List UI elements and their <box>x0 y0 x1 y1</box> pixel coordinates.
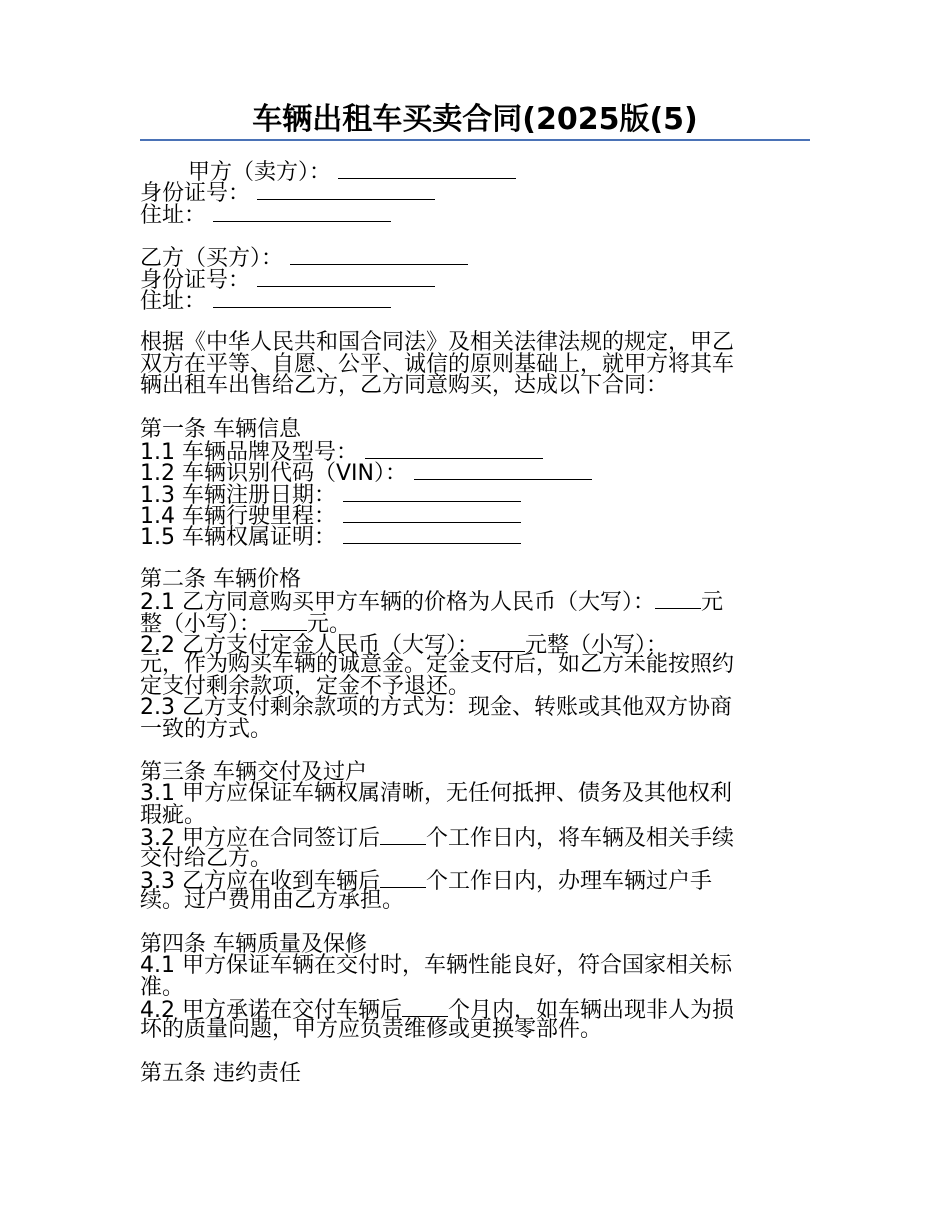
item-label: 1.2 车辆识别代码（VIN）： <box>140 461 407 487</box>
text-segment: 个工作日内，将车辆及相关手续 <box>425 826 734 852</box>
article-4-line <box>140 997 810 1023</box>
article-2-heading: 第二条 车辆价格 <box>140 566 301 592</box>
article-1-item <box>140 525 810 551</box>
text-segment: 元整（小写）： <box>524 633 668 659</box>
article-2-line <box>140 633 810 659</box>
article-5-heading: 第五条 违约责任 <box>140 1060 301 1086</box>
text-segment: 元 <box>700 590 723 616</box>
item-label: 1.1 车辆品牌及型号： <box>140 439 358 465</box>
party-b-name-blank <box>290 246 468 265</box>
article-3-line <box>140 826 810 852</box>
party-b-id-blank <box>257 268 435 287</box>
article-1-heading: 第一条 车辆信息 <box>140 416 301 442</box>
article-2-line: 定支付剩余款项，定金不予退还。 <box>140 673 471 699</box>
article-2-line: 元，作为购买车辆的诚意金。定金支付后，如乙方未能按照约 <box>140 652 735 678</box>
party-a-address-label: 住址： <box>140 202 207 228</box>
text-segment: 整（小写）： <box>140 611 262 637</box>
party-a-address-line <box>140 202 810 228</box>
text-segment: 3.3 乙方应在收到车辆后 <box>140 868 380 894</box>
article-1-item <box>140 461 810 487</box>
item-label: 1.3 车辆注册日期： <box>140 482 336 508</box>
article-2-line: 2.3 乙方支付剩余款项的方式为：现金、转账或其他双方协商 <box>140 695 732 721</box>
article-4-line: 坏的质量问题，甲方应负责维修或更换零部件。 <box>140 1017 603 1043</box>
contract-body <box>140 160 810 1084</box>
document-title: 车辆出租车买卖合同(2025版(5) <box>252 102 698 137</box>
item-blank <box>365 440 543 459</box>
article-1-item <box>140 482 810 508</box>
article-4-line: 准。 <box>140 974 185 1000</box>
text-segment: 个工作日内，办理车辆过户手 <box>425 868 712 894</box>
amount-blank <box>261 612 307 631</box>
party-a-line <box>140 160 810 185</box>
months-blank <box>402 998 448 1017</box>
party-b-address-blank <box>213 289 391 308</box>
article-3-line: 续。过户费用由乙方承担。 <box>140 888 405 914</box>
article-1-item <box>140 439 810 465</box>
party-b-id-line <box>140 267 810 293</box>
amount-blank <box>655 590 701 609</box>
item-label: 1.5 车辆权属证明： <box>140 525 336 551</box>
article-2-line <box>140 590 810 616</box>
title-underline <box>140 139 810 141</box>
article-4-line: 4.1 甲方保证车辆在交付时，车辆性能良好，符合国家相关标 <box>140 953 732 979</box>
article-3-line <box>140 868 810 894</box>
item-blank <box>343 483 521 502</box>
party-a-id-label: 身份证号： <box>140 181 251 207</box>
party-a-id-line <box>140 181 810 207</box>
text-segment: 个月内，如车辆出现非人为损 <box>447 997 734 1023</box>
days-blank <box>380 826 426 845</box>
article-2-line: 一致的方式。 <box>140 716 273 742</box>
party-a-label: 甲方（卖方）： <box>188 160 332 185</box>
item-label: 1.4 车辆行驶里程： <box>140 504 336 530</box>
article-3-line: 瑕疵。 <box>140 802 207 828</box>
party-b-line <box>140 246 810 272</box>
article-1-item <box>140 504 810 530</box>
preamble-line: 根据《中华人民共和国合同法》及相关法律法规的规定，甲乙 <box>140 330 735 356</box>
item-blank <box>343 525 521 544</box>
preamble-line: 辆出租车出售给乙方，乙方同意购买，达成以下合同： <box>140 373 669 399</box>
article-3-line: 3.1 甲方应保证车辆权属清晰，无任何抵押、债务及其他权利 <box>140 781 732 807</box>
days-blank <box>380 869 426 888</box>
amount-blank <box>479 633 525 652</box>
preamble-line: 双方在平等、自愿、公平、诚信的原则基础上，就甲方将其车 <box>140 351 735 377</box>
party-b-address-line <box>140 288 810 314</box>
party-a-name-blank <box>338 160 516 179</box>
text-segment: 2.1 乙方同意购买甲方车辆的价格为人民币（大写）： <box>140 590 655 616</box>
party-b-label: 乙方（买方）： <box>140 246 284 272</box>
text-segment: 元。 <box>307 611 352 637</box>
item-blank <box>414 461 592 480</box>
party-b-address-label: 住址： <box>140 288 207 314</box>
text-segment: 3.2 甲方应在合同签订后 <box>140 826 380 852</box>
text-segment: 4.2 甲方承诺在交付车辆后 <box>140 997 402 1023</box>
text-segment: 2.2 乙方支付定金人民币（大写）： <box>140 633 479 659</box>
party-a-address-blank <box>213 203 391 222</box>
party-b-id-label: 身份证号： <box>140 267 251 293</box>
article-3-line: 交付给乙方。 <box>140 845 273 871</box>
article-3-heading: 第三条 车辆交付及过户 <box>140 759 367 785</box>
party-a-id-blank <box>257 181 435 200</box>
item-blank <box>343 504 521 523</box>
article-4-heading: 第四条 车辆质量及保修 <box>140 931 367 957</box>
